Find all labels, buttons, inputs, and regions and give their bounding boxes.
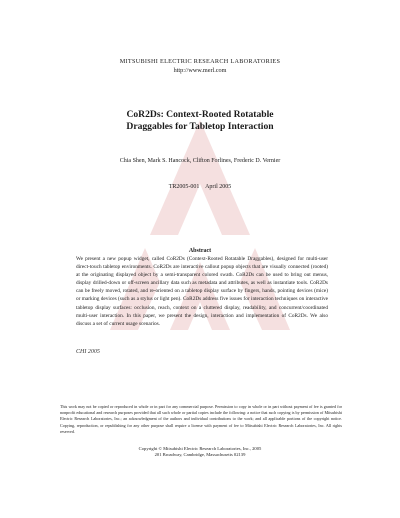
report-number: TR2005-001 April 2005 <box>168 184 232 190</box>
copyright-line-1: Copyright © Mitsubishi Electric Research Laboratories, Inc., 2005 <box>138 446 262 451</box>
lab-url[interactable]: http://www.merl.com <box>173 67 227 74</box>
title-line-1: CoR2Ds: Context-Rooted Rotatable <box>126 109 274 120</box>
abstract-heading: Abstract <box>188 248 212 254</box>
copy-notice: This work may not be copied or reproduced in whole or in part for any commercial purpose. Permission to copy in whole or in part without payment of fee is granted for nonprofit educational and research purposes provided that all such whole or partial copies include the following: a notice that such copying is by permission of Mitsubishi Electric Research Laboratories, Inc.; an acknowledgment of the authors and individual contributions to the work; and all applicable portions of the copyright notice. Copying, reproduction, or republishing for any other purpose shall require a license with payment of fee to Mitsubishi Electric Research Laboratories, Inc. All rights reserved. <box>60 404 342 434</box>
paper-title <box>0 109 400 133</box>
abstract-text: We present a new popup widget, called CoR2Ds (Context-Rooted Rotatable Draggables), designed for multi-user direct-touch tabletop environments. CoR2Ds are interactive callout popup objects that are visually connected (rooted) at the originating displayed object by a semi-transparent colored swath. CoR2Ds can be used to bring out menus, display drilled-down or off-screen ancillary data such as metadata and attributes, as well as instantiate tools. CoR2Ds can be freely moved, rotated, and re-oriented on a tabletop display surface by fingers, hands, pointing devices (mice) or marking devices (such as a stylus or light pen). CoR2Ds address five issues for interaction techniques on interactive tabletop display surfaces: occlusion, reach, context on a cluttered display, readability, and concurrent/coordinated multi-user interaction. In this paper, we present the design, interaction and implementation of CoR2Ds. We also discuss a set of current usage scenarios. <box>76 256 328 327</box>
lab-name: MITSUBISHI ELECTRIC RESEARCH LABORATORIES <box>119 58 281 65</box>
title-line-2: Draggables for Tabletop Interaction <box>126 121 274 132</box>
copyright-block <box>0 446 400 458</box>
authors: Chia Shen, Mark S. Hancock, Clifton Forlines, Frederic D. Vernier <box>119 158 281 164</box>
abstract-body <box>76 255 328 328</box>
copyright-line-2: 201 Broadway, Cambridge, Massachusetts 02139 <box>154 452 246 458</box>
venue-label: CHI 2005 <box>76 349 100 355</box>
